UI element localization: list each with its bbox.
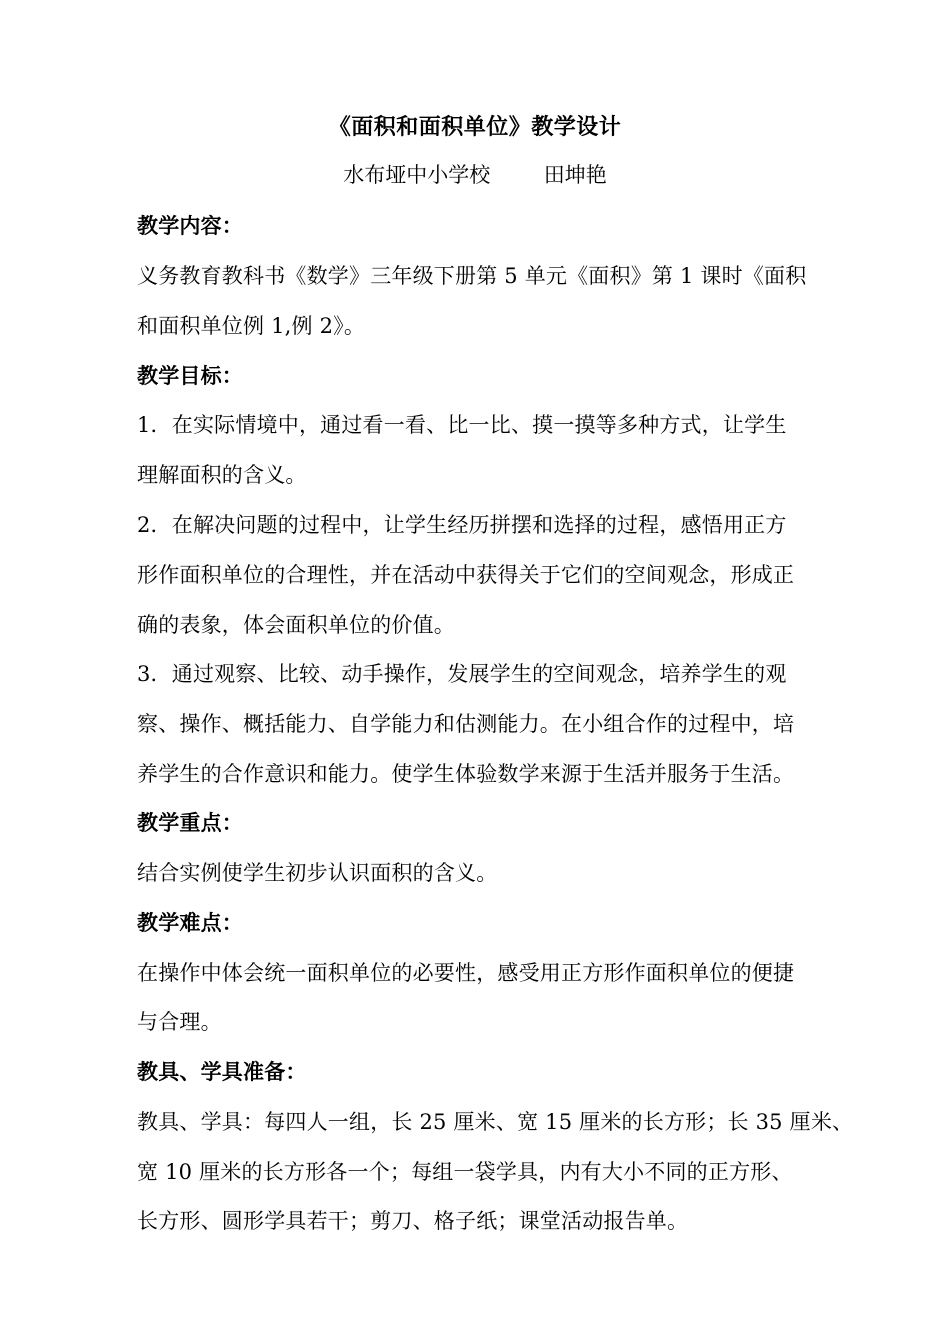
paragraph-line: 教具、学具：每四人一组，长 25 厘米、宽 15 厘米的长方形；长 35 厘米、	[137, 1110, 854, 1134]
heading-materials: 教具、学具准备：	[137, 1059, 307, 1084]
heading-teaching-goals: 教学目标：	[137, 363, 243, 388]
paragraph-line: 结合实例使学生初步认识面积的含义。	[137, 861, 498, 885]
paragraph-line: 3．通过观察、比较、动手操作，发展学生的空间观念，培养学生的观	[137, 662, 787, 686]
document-byline: 水布垭中小学校 田坤艳	[343, 163, 607, 187]
paragraph-line: 养学生的合作意识和能力。使学生体验数学来源于生活并服务于生活。	[137, 762, 795, 786]
paragraph-line: 与合理。	[137, 1010, 222, 1034]
paragraph-line: 察、操作、概括能力、自学能力和估测能力。在小组合作的过程中，培	[137, 712, 795, 736]
paragraph-line: 和面积单位例 1,例 2》。	[137, 314, 366, 338]
paragraph-line: 1．在实际情境中，通过看一看、比一比、摸一摸等多种方式，让学生	[137, 413, 787, 437]
paragraph-line: 宽 10 厘米的长方形各一个；每组一袋学具，内有大小不同的正方形、	[137, 1160, 793, 1184]
heading-difficult-points: 教学难点：	[137, 910, 243, 935]
paragraph-line: 2．在解决问题的过程中，让学生经历拼摆和选择的过程，感悟用正方	[137, 513, 787, 537]
paragraph-line: 义务教育教科书《数学》三年级下册第 5 单元《面积》第 1 课时《面积	[137, 264, 807, 288]
paragraph-line: 长方形、圆形学具若干；剪刀、格子纸；课堂活动报告单。	[137, 1209, 689, 1233]
document-title: 《面积和面积单位》教学设计	[328, 114, 622, 140]
paragraph-line: 理解面积的含义。	[137, 463, 307, 487]
heading-teaching-content: 教学内容：	[137, 213, 243, 238]
paragraph-line: 形作面积单位的合理性，并在活动中获得关于它们的空间观念，形成正	[137, 563, 795, 587]
heading-key-points: 教学重点：	[137, 810, 243, 835]
paragraph-line: 确的表象，体会面积单位的价值。	[137, 613, 455, 637]
paragraph-line: 在操作中体会统一面积单位的必要性，感受用正方形作面积单位的便捷	[137, 961, 795, 985]
